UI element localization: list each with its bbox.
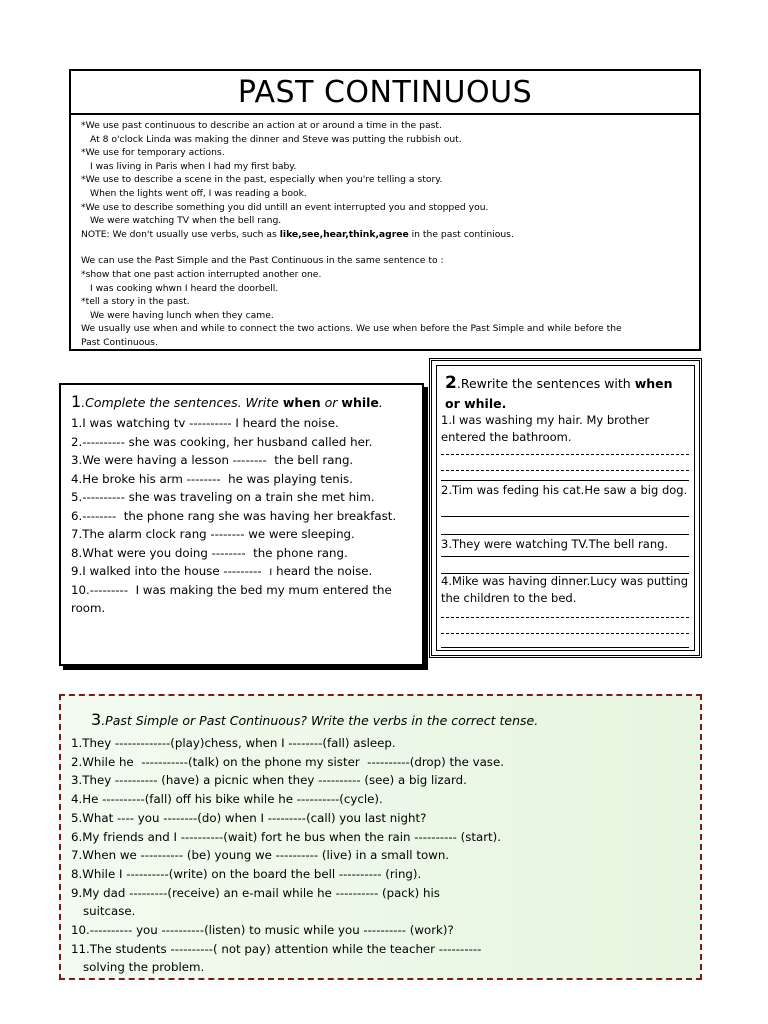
exercise-2-question: 3.They were watching TV.The bell rang. <box>441 537 669 551</box>
exercise-instruction: .Past Simple or Past Continuous? Write the verbs in the correct tense. <box>101 713 539 728</box>
exercise-item[interactable]: 5.What ---- you --------(do) when I ---------(call) you last night? <box>71 810 427 825</box>
exercise-instruction: .Rewrite the sentences with <box>456 376 635 391</box>
rule-line: *We use to describe something you did untill an event interrupted you and stopped you. <box>81 201 489 213</box>
rule-example: I was cooking whwn I heard the doorbell. <box>90 282 279 294</box>
exercise-item[interactable]: 2.While he -----------(talk) on the phone my sister ----------(drop) the vase. <box>71 754 504 769</box>
rule-line: We usually use when and while to connect the two actions. We use when before the Past Simple and while before the <box>81 323 622 335</box>
answer-line[interactable] <box>441 470 689 471</box>
exercise-item[interactable]: 7.When we ---------- (be) young we ---------- (live) in a small town. <box>71 848 450 863</box>
answer-line[interactable] <box>441 556 689 557</box>
rule-line: *We use for temporary actions. <box>81 147 225 159</box>
exercise-3-heading <box>91 710 538 729</box>
rule-line: We can use the Past Simple and the Past Continuous in the same sentence to : <box>81 255 444 267</box>
exercise-2-box <box>429 358 702 658</box>
exercise-item-continued[interactable] <box>71 902 691 921</box>
rule-example: At 8 o'clock Linda was making the dinner and Steve was putting the rubbish out. <box>90 133 462 145</box>
keyword: when <box>634 376 673 391</box>
exercise-item[interactable]: 3.They ---------- (have) a picnic when they ---------- (see) a big lizard. <box>71 773 467 788</box>
rule-line: Past Continuous. <box>81 336 158 348</box>
exercise-item[interactable]: 11.The students ----------( not pay) attention while the teacher ---------- <box>71 941 482 956</box>
rule-line: *tell a story in the past. <box>81 296 190 308</box>
exercise-item[interactable]: 5.---------- she was traveling on a train she met him. <box>71 490 375 504</box>
rule-example: When the lights went off, I was reading a book. <box>90 187 307 199</box>
item-continuation: suitcase. <box>83 904 136 919</box>
answer-line[interactable] <box>441 534 689 535</box>
exercise-1-heading <box>71 393 414 412</box>
exercise-item[interactable]: 10.--------- I was making the bed my mum entered the room. <box>71 582 396 615</box>
exercise-3-box <box>59 694 702 980</box>
answer-line[interactable] <box>441 633 689 634</box>
exercise-item[interactable]: 10.---------- you ----------(listen) to music while you ---------- (work)? <box>71 923 454 938</box>
answer-line[interactable] <box>441 516 689 517</box>
exercise-item[interactable]: 9.I walked into the house --------- ı heard the noise. <box>71 564 373 578</box>
exercise-item[interactable]: 4.He ----------(fall) off his bike while he ----------(cycle). <box>71 792 383 807</box>
keyword: when <box>282 395 321 410</box>
answer-line[interactable] <box>441 647 689 648</box>
title-bar <box>71 71 699 115</box>
exercise-number: 1 <box>71 392 82 411</box>
connector: or <box>320 395 342 410</box>
answer-line[interactable] <box>441 617 689 618</box>
exercise-number: 2 <box>445 373 457 393</box>
exercise-2-question: 1.I was washing my hair. My brother entered the bathroom. <box>441 413 650 444</box>
note-suffix: in the past continious. <box>408 228 514 240</box>
item-continuation: solving the problem. <box>83 960 205 975</box>
exercise-item[interactable]: 7.The alarm clock rang -------- we were sleeping. <box>71 527 355 541</box>
exercise-item[interactable]: 8.While I ----------(write) on the board the bell ---------- (ring). <box>71 866 422 881</box>
rule-line: *We use past continuous to describe an action at or around a time in the past. <box>81 120 442 131</box>
grammar-rules <box>71 115 699 350</box>
exercise-instruction: .Complete the sentences. Write <box>81 395 283 410</box>
exercise-1-box <box>59 383 424 666</box>
exercise-item-continued[interactable] <box>71 958 691 977</box>
exercise-2-question: 2.Tim was feding his cat.He saw a big dog. <box>441 483 688 497</box>
note-line <box>81 228 699 242</box>
exercise-item[interactable]: 3.We were having a lesson -------- the bell rang. <box>71 453 354 467</box>
exercise-2-heading <box>445 373 695 414</box>
answer-line[interactable] <box>441 480 689 481</box>
rule-example: We were watching TV when the bell rang. <box>90 215 282 227</box>
rule-line: *show that one past action interrupted another one. <box>81 268 322 280</box>
exercise-item[interactable]: 4.He broke his arm -------- he was playing tenis. <box>71 471 353 486</box>
exercise-item[interactable]: 1.I was watching tv ---------- I heard the noise. <box>71 416 339 430</box>
note-verbs: like,see,hear,think,agree <box>279 228 409 240</box>
exercise-item[interactable]: 6.-------- the phone rang she was having her breakfast. <box>71 508 397 523</box>
answer-line[interactable] <box>441 454 689 455</box>
exercise-2-question: 4.Mike was having dinner.Lucy was putting the children to the bed. <box>441 574 688 605</box>
keyword: while <box>341 395 379 410</box>
exercise-item[interactable]: 9.My dad ---------(receive) an e-mail while he ---------- (pack) his <box>71 885 440 900</box>
rule-example: We were having lunch when they came. <box>90 309 274 321</box>
connector: or while. <box>445 396 507 411</box>
exercise-3-list <box>71 734 691 977</box>
exercise-item[interactable]: 8.What were you doing -------- the phone rang. <box>71 545 348 560</box>
exercise-item[interactable]: 2.---------- she was cooking, her husband called her. <box>71 434 373 449</box>
rule-line: *We use to describe a scene in the past, especially when you're telling a story. <box>81 174 443 186</box>
page-title: PAST CONTINUOUS <box>237 74 533 110</box>
punctuation: . <box>378 395 383 410</box>
exercise-item[interactable]: 6.My friends and I ----------(wait) fort he bus when the rain ---------- (start). <box>71 829 502 844</box>
note-prefix: NOTE: We don't usually use verbs, such as <box>81 228 280 240</box>
grammar-box <box>69 69 701 351</box>
rule-example: I was living in Paris when I had my first baby. <box>90 160 297 172</box>
exercise-number: 3 <box>91 710 102 729</box>
exercise-item[interactable]: 1.They -------------(play)chess, when I --------(fall) asleep. <box>71 736 396 750</box>
